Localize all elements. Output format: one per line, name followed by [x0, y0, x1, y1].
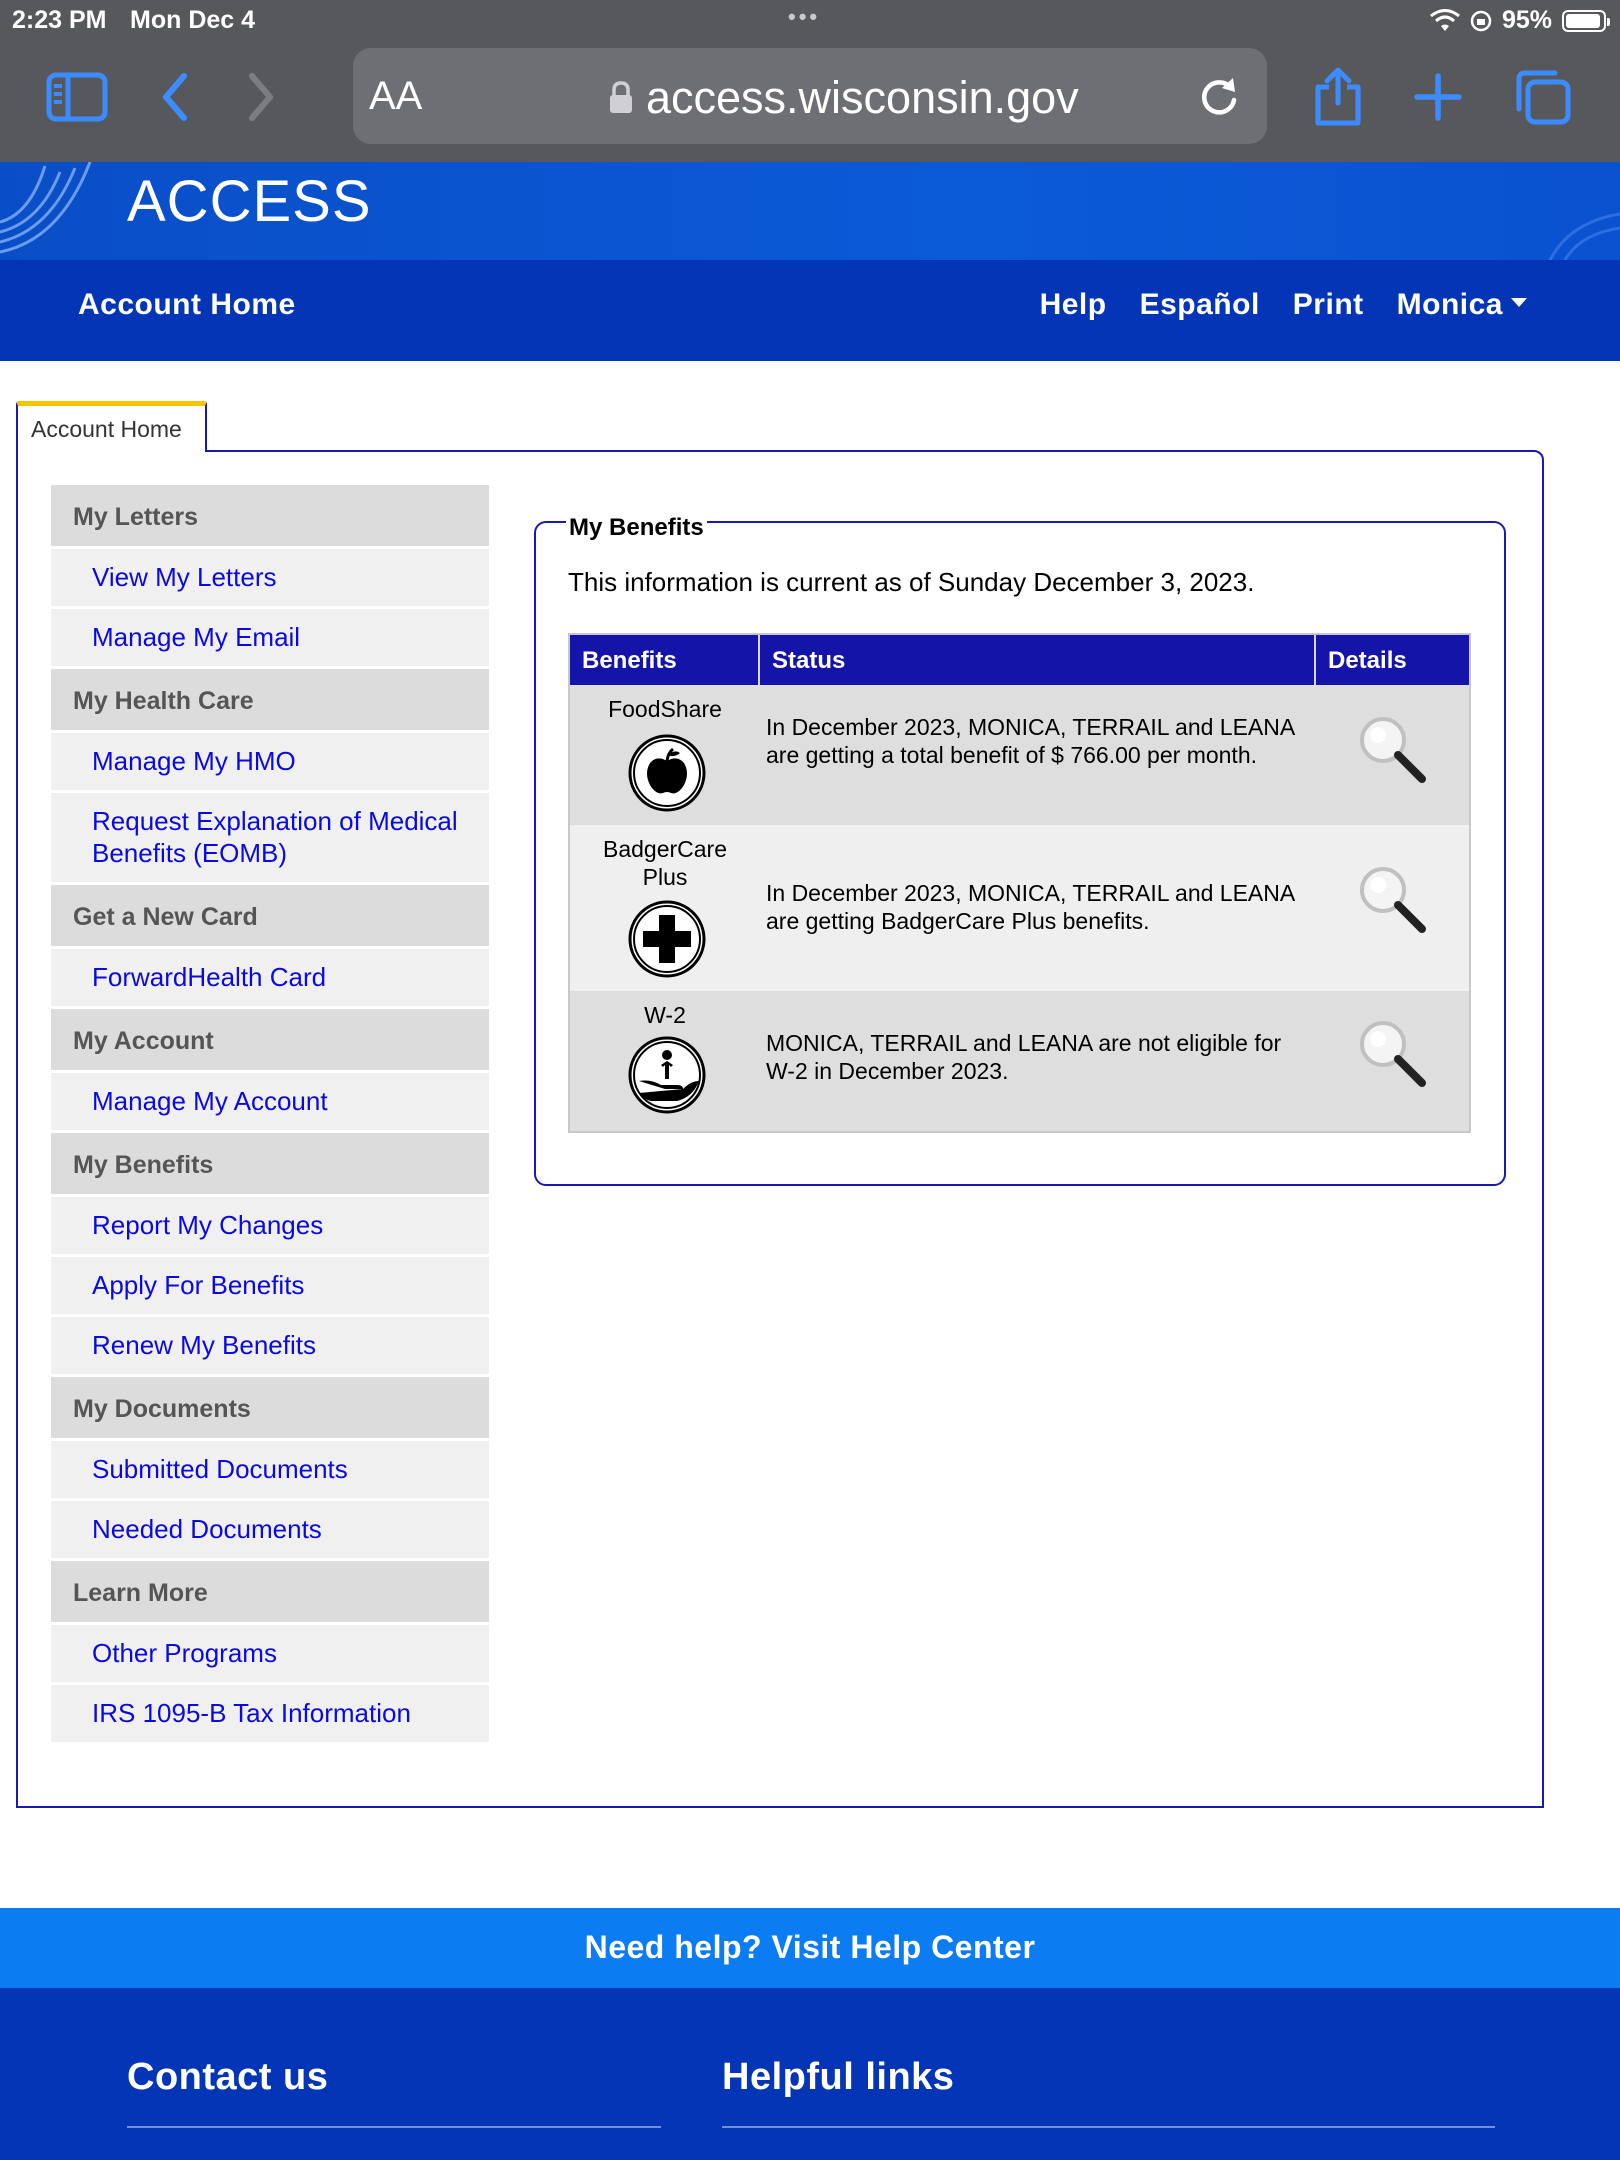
reload-icon[interactable]: [1187, 64, 1251, 128]
sidebar-item-other-programs[interactable]: Other Programs: [51, 1625, 489, 1685]
benefit-cell: [570, 685, 760, 825]
main-nav: [0, 260, 1620, 361]
column-header-benefits: Benefits: [570, 635, 760, 685]
tabs-overview-icon[interactable]: [1508, 62, 1578, 132]
status-cell: [760, 825, 1316, 991]
new-tab-icon[interactable]: [1403, 62, 1473, 132]
sidebar-item-renew-my-benefits[interactable]: Renew My Benefits: [51, 1317, 489, 1377]
status-cell: [760, 685, 1316, 825]
share-icon[interactable]: [1303, 62, 1373, 132]
hand-person-icon: [627, 1035, 707, 1115]
wifi-icon: [1430, 9, 1460, 33]
table-row-w2: [570, 991, 1469, 1131]
details-cell: [1316, 685, 1469, 825]
lock-icon: [608, 81, 634, 115]
magnifier-details-icon[interactable]: [1356, 1017, 1430, 1091]
sidebar-menu: [51, 485, 489, 1745]
nav-help[interactable]: Help: [1039, 288, 1107, 321]
footer-divider: [127, 2126, 661, 2128]
help-center-link[interactable]: Need help? Visit Help Center: [0, 1908, 1620, 1988]
multitasking-dots-icon[interactable]: •••: [788, 4, 821, 29]
sidebar-item-manage-my-email[interactable]: Manage My Email: [51, 609, 489, 669]
sidebar-item-forwardhealth-card[interactable]: ForwardHealth Card: [51, 949, 489, 1009]
nav-print[interactable]: Print: [1292, 288, 1364, 321]
nav-right-group: [1040, 288, 1527, 322]
contact-us-heading: Contact us: [127, 2056, 329, 2098]
chevron-down-icon: [1511, 298, 1527, 307]
medical-cross-icon: [627, 899, 707, 979]
table-row-badgercare: [570, 825, 1469, 991]
sidebar-section-my-account: My Account: [51, 1009, 489, 1073]
details-cell: [1316, 825, 1469, 991]
magnifier-details-icon[interactable]: [1356, 713, 1430, 787]
battery-icon: [1562, 10, 1606, 32]
sidebar-item-report-my-changes[interactable]: Report My Changes: [51, 1197, 489, 1257]
site-footer: [0, 1988, 1620, 2160]
battery-percent: 95%: [1501, 6, 1552, 34]
benefit-status-text: In December 2023, MONICA, TERRAIL and LEANA are getting BadgerCare Plus benefits.: [766, 880, 1294, 934]
sidebar-section-learn-more: Learn More: [51, 1561, 489, 1625]
benefit-name: W-2: [644, 1002, 686, 1028]
sidebar-toggle-icon[interactable]: [42, 62, 112, 132]
helpful-links-heading: Helpful links: [722, 2056, 955, 2098]
table-header-row: [570, 635, 1469, 685]
magnifier-details-icon[interactable]: [1356, 863, 1430, 937]
column-header-details: Details: [1328, 647, 1407, 674]
benefit-status-text: In December 2023, MONICA, TERRAIL and LEANA are getting a total benefit of $ 766.00 per month.: [766, 714, 1294, 768]
browser-chrome: [0, 0, 1620, 162]
status-date: Mon Dec 4: [130, 6, 256, 34]
sidebar-item-request-explanation-of-medical-benefits-eomb[interactable]: Request Explanation of Medical Benefits (EOMB): [51, 793, 489, 885]
benefit-cell: [570, 825, 760, 991]
benefit-status-text: MONICA, TERRAIL and LEANA are not eligible for W-2 in December 2023.: [766, 1030, 1282, 1084]
status-cell: [760, 991, 1316, 1131]
sidebar-item-needed-documents[interactable]: Needed Documents: [51, 1501, 489, 1561]
benefit-cell: [570, 991, 760, 1131]
nav-user-name: Monica: [1396, 288, 1503, 321]
sidebar-section-my-health-care: My Health Care: [51, 669, 489, 733]
sidebar-item-manage-my-hmo[interactable]: Manage My HMO: [51, 733, 489, 793]
sidebar-item-irs-1095-b-tax-information[interactable]: IRS 1095-B Tax Information: [51, 1685, 489, 1745]
status-indicators: [1430, 6, 1606, 35]
benefit-name: BadgerCare Plus: [602, 836, 728, 890]
forward-icon[interactable]: [226, 62, 296, 132]
footer-divider: [722, 2126, 1495, 2128]
benefits-table: [568, 633, 1471, 1133]
column-header-status: Status: [760, 635, 1316, 685]
current-as-of-text: This information is current as of Sunday December 3, 2023.: [568, 567, 1255, 597]
status-bar: [0, 0, 1620, 40]
details-cell: [1316, 991, 1469, 1131]
nav-espanol[interactable]: Español: [1139, 288, 1260, 321]
safari-toolbar: [0, 40, 1620, 162]
sidebar-item-apply-for-benefits[interactable]: Apply For Benefits: [51, 1257, 489, 1317]
site-banner: [0, 162, 1620, 260]
nav-account-home[interactable]: Account Home: [78, 288, 296, 321]
decorative-arcs-right: [1540, 202, 1620, 260]
apple-icon: [627, 733, 707, 813]
my-benefits-legend: My Benefits: [566, 514, 707, 542]
text-size-button[interactable]: AA: [369, 74, 423, 118]
sidebar-section-get-a-new-card: Get a New Card: [51, 885, 489, 949]
status-time: 2:23 PM: [12, 6, 107, 34]
site-logo-title[interactable]: ACCESS: [127, 169, 372, 234]
url-text: access.wisconsin.gov: [646, 72, 1079, 123]
sidebar-item-view-my-letters[interactable]: View My Letters: [51, 549, 489, 609]
url-display[interactable]: [608, 72, 1079, 124]
benefit-name: FoodShare: [608, 696, 722, 722]
decorative-arcs-left: [0, 162, 100, 260]
rotation-lock-icon: [1470, 10, 1492, 32]
tab-account-home[interactable]: Account Home: [16, 401, 207, 452]
sidebar-section-my-documents: My Documents: [51, 1377, 489, 1441]
sidebar-section-my-benefits: My Benefits: [51, 1133, 489, 1197]
sidebar-section-my-letters: My Letters: [51, 485, 489, 549]
sidebar-item-manage-my-account[interactable]: Manage My Account: [51, 1073, 489, 1133]
address-bar[interactable]: [353, 48, 1267, 144]
sidebar-item-submitted-documents[interactable]: Submitted Documents: [51, 1441, 489, 1501]
nav-user-menu[interactable]: [1397, 288, 1527, 322]
back-icon[interactable]: [140, 62, 210, 132]
table-row-foodshare: [570, 685, 1469, 825]
